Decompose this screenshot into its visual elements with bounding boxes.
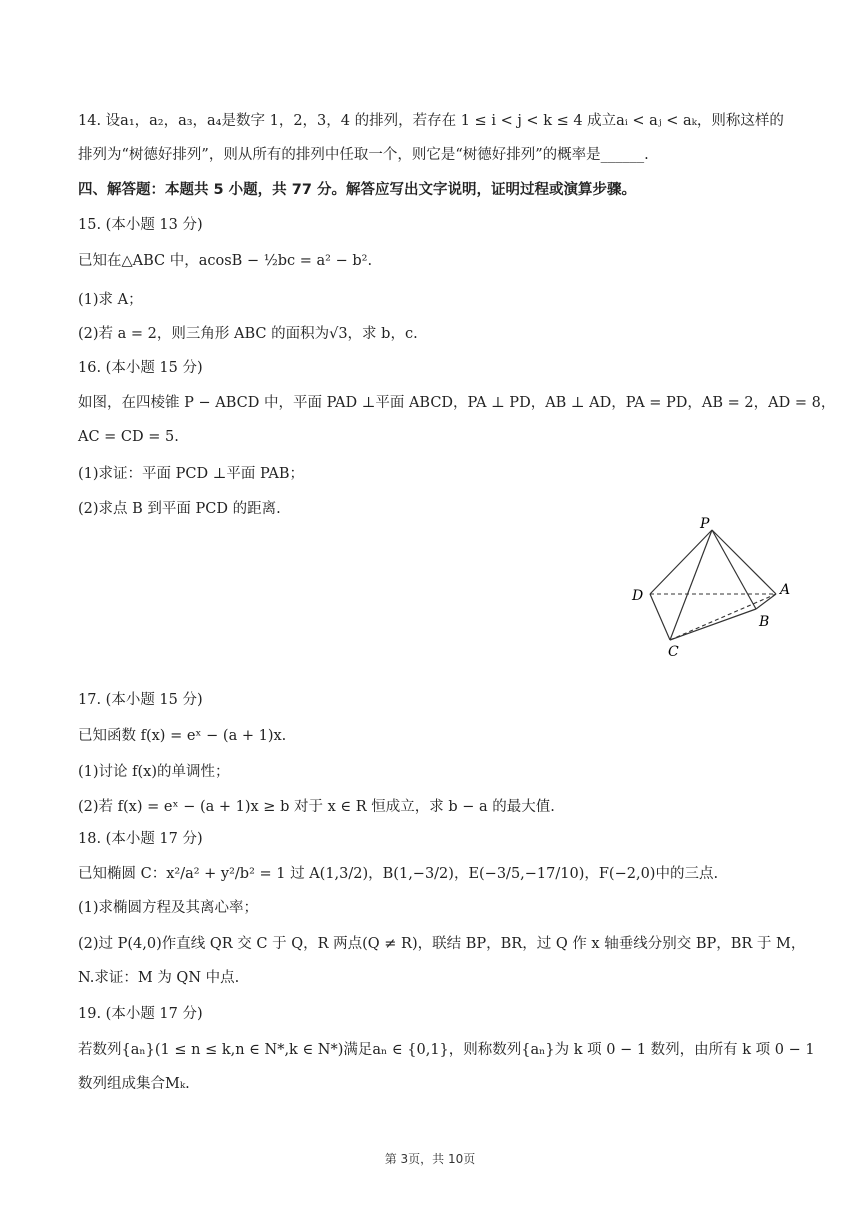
q17-stem: 已知函数 f(x) = eˣ − (a + 1)x. — [78, 728, 287, 744]
label-C: C — [668, 644, 679, 660]
q19-title: 19. (本小题 17 分) — [78, 1006, 203, 1022]
q14-line2: 排列为“树德好排列”，则从所有的排列中任取一个，则它是“树德好排列”的概率是______. — [78, 147, 649, 163]
q15-title: 15. (本小题 13 分) — [78, 217, 203, 233]
q16-title: 16. (本小题 15 分) — [78, 360, 203, 376]
q15-part1: (1)求 A； — [78, 292, 143, 308]
q17-part2: (2)若 f(x) = eˣ − (a + 1)x ≥ b 对于 x ∈ R 恒成立，求 b − a 的最大值. — [78, 799, 555, 815]
section-4-heading: 四、解答题：本题共 5 小题，共 77 分。解答应写出文字说明，证明过程或演算步骤。 — [78, 182, 636, 198]
q16-part2: (2)求点 B 到平面 PCD 的距离. — [78, 501, 281, 517]
q18-part2-line1: (2)过 P(4,0)作直线 QR 交 C 于 Q，R 两点(Q ≠ R)，联结 BP，BR，过 Q 作 x 轴垂线分别交 BP，BR 于 M， — [78, 936, 806, 952]
q16-stem2: AC = CD = 5. — [78, 429, 179, 445]
q15-stem: 已知在△ABC 中，acosB − ½bc = a² − b². — [78, 253, 373, 269]
q18-title: 18. (本小题 17 分) — [78, 831, 203, 847]
q16-stem1: 如图，在四棱锥 P − ABCD 中，平面 PAD ⊥平面 ABCD，PA ⊥ PD，AB ⊥ AD，PA = PD，AB = 2，AD = 8， — [78, 395, 836, 411]
q19-stem2: 数列组成集合Mₖ. — [78, 1076, 190, 1092]
q17-title: 17. (本小题 15 分) — [78, 692, 203, 708]
q18-part2-line2: N.求证：M 为 QN 中点. — [78, 970, 240, 986]
label-P: P — [700, 516, 710, 532]
edge-DC — [650, 594, 670, 640]
edge-CB — [670, 609, 756, 640]
q18-stem: 已知椭圆 C：x²/a² + y²/b² = 1 过 A(1,3/2)，B(1,−3/2)，E(−3/5,−17/10)，F(−2,0)中的三点. — [78, 866, 719, 882]
q18-part1: (1)求椭圆方程及其离心率； — [78, 900, 259, 916]
pyramid-figure — [628, 514, 798, 664]
q15-part2: (2)若 a = 2，则三角形 ABC 的面积为√3，求 b，c. — [78, 326, 418, 342]
q16-part1: (1)求证：平面 PCD ⊥平面 PAB； — [78, 466, 305, 482]
page-footer: 第 3页，共 10页 — [384, 1152, 476, 1166]
edge-PA — [712, 530, 776, 594]
edge-BA — [756, 594, 776, 609]
edge-PC — [670, 530, 712, 640]
label-B: B — [759, 614, 770, 630]
label-A: A — [780, 582, 791, 598]
label-D: D — [632, 588, 644, 604]
q14-line1: 14. 设a₁，a₂，a₃，a₄是数字 1，2，3，4 的排列，若存在 1 ≤ i < j < k ≤ 4 成立aᵢ < aⱼ < aₖ，则称这样的 — [78, 113, 784, 129]
edge-PB — [712, 530, 756, 609]
q17-part1: (1)讨论 f(x)的单调性； — [78, 764, 230, 780]
edge-PD — [650, 530, 712, 594]
q19-stem1: 若数列{aₙ}(1 ≤ n ≤ k,n ∈ N*,k ∈ N*)满足aₙ ∈ {0,1}，则称数列{aₙ}为 k 项 0 − 1 数列，由所有 k 项 0 − 1 — [78, 1042, 815, 1058]
